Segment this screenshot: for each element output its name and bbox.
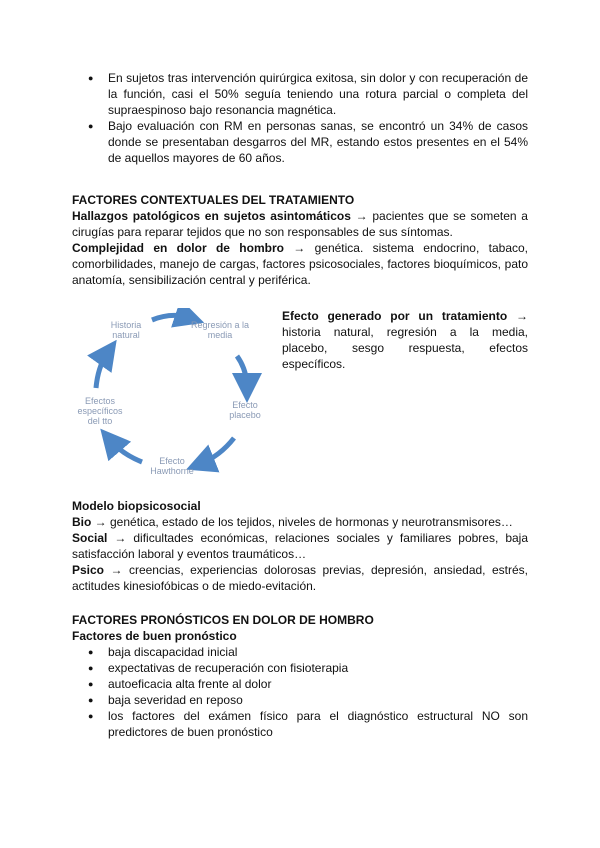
text-social: → dificultades económicas, relaciones sociales y familiares pobres, baja satisfacción laboral y eventos traumáticos… [72, 531, 528, 561]
figure-row [72, 308, 528, 484]
label-hawthorne: Efecto Hawthorne [150, 456, 194, 476]
label-regresion: Regresión a la media [190, 320, 250, 340]
paragraph-psico [72, 562, 528, 594]
list-item: ● En sujetos tras intervención quirúrgica exitosa, sin dolor y con recuperación de la función, casi el 50% seguía teniendo una rotura parcial o completa del supraespinoso bajo resonancia magnética. [72, 70, 528, 118]
term-efecto: Efecto generado por un tratamiento [282, 309, 508, 323]
subtitle-buen-pronostico: Factores de buen pronóstico [72, 629, 237, 643]
arrow-1 [152, 315, 190, 320]
list-item: ● autoeficacia alta frente al dolor [72, 676, 528, 692]
arrow-5 [96, 352, 108, 388]
title-biopsicosocial: Modelo biopsicosocial [72, 499, 201, 513]
list-item: ● baja severidad en reposo [72, 692, 528, 708]
cycle-diagram [72, 308, 272, 484]
term-bio: Bio [72, 515, 92, 529]
text-complejidad: → genética. sistema endocrino, tabaco, comorbilidades, manejo de cargas, factores psicosociales, factores bioquímicos, pato anatomía, sensibilización central y periférica. [72, 241, 528, 287]
top-bullet-list [72, 70, 528, 166]
figure-side-text [282, 308, 528, 484]
section-title-pronosticos: FACTORES PRONÓSTICOS EN DOLOR DE HOMBRO [72, 613, 374, 627]
term-hallazgos: Hallazgos patológicos en sujetos asintomáticos [72, 209, 351, 223]
term-psico: Psico [72, 563, 105, 577]
arrow-4 [110, 440, 142, 462]
list-item: ● baja discapacidad inicial [72, 644, 528, 660]
paragraph-bio [72, 514, 528, 530]
arrow-2 [237, 356, 247, 388]
paragraph-hallazgos [72, 208, 528, 240]
prognosis-list [72, 644, 528, 740]
term-social: Social [72, 531, 108, 545]
document-page [72, 70, 528, 740]
label-historia-natural: Historia natural [110, 320, 142, 340]
text-bio: → genética, estado de los tejidos, niveles de hormonas y neurotransmisores… [91, 515, 513, 529]
paragraph-efecto [282, 308, 528, 372]
arrow-3 [200, 438, 234, 464]
text-efecto: → historia natural, regresión a la media, placebo, sesgo respuesta, efectos específicos. [282, 309, 528, 371]
label-placebo: Efecto placebo [229, 400, 261, 420]
text-hallazgos: → pacientes que se someten a cirugías para reparar tejidos que no son responsables de sus síntomas. [72, 209, 528, 239]
section-title-contextual: FACTORES CONTEXTUALES DEL TRATAMIENTO [72, 193, 355, 207]
list-item: ● Bajo evaluación con RM en personas sanas, se encontró un 34% de casos donde se presentaban desgarros del MR, estando estos presentes en el 54% de aquellos mayores de 60 años. [72, 118, 528, 166]
text-psico: → creencias, experiencias dolorosas previas, depresión, ansiedad, estrés, actitudes kinesiofóbicas o de miedo-evitación. [72, 563, 528, 593]
label-efectos-especificos: Efectos específicos del tto [77, 396, 123, 426]
list-item: ● los factores del exámen físico para el diagnóstico estructural NO son predictores de buen pronóstico [72, 708, 528, 740]
term-complejidad: Complejidad en dolor de hombro [72, 241, 284, 255]
paragraph-social [72, 530, 528, 562]
paragraph-complejidad [72, 240, 528, 288]
list-item: ● expectativas de recuperación con fisioterapia [72, 660, 528, 676]
